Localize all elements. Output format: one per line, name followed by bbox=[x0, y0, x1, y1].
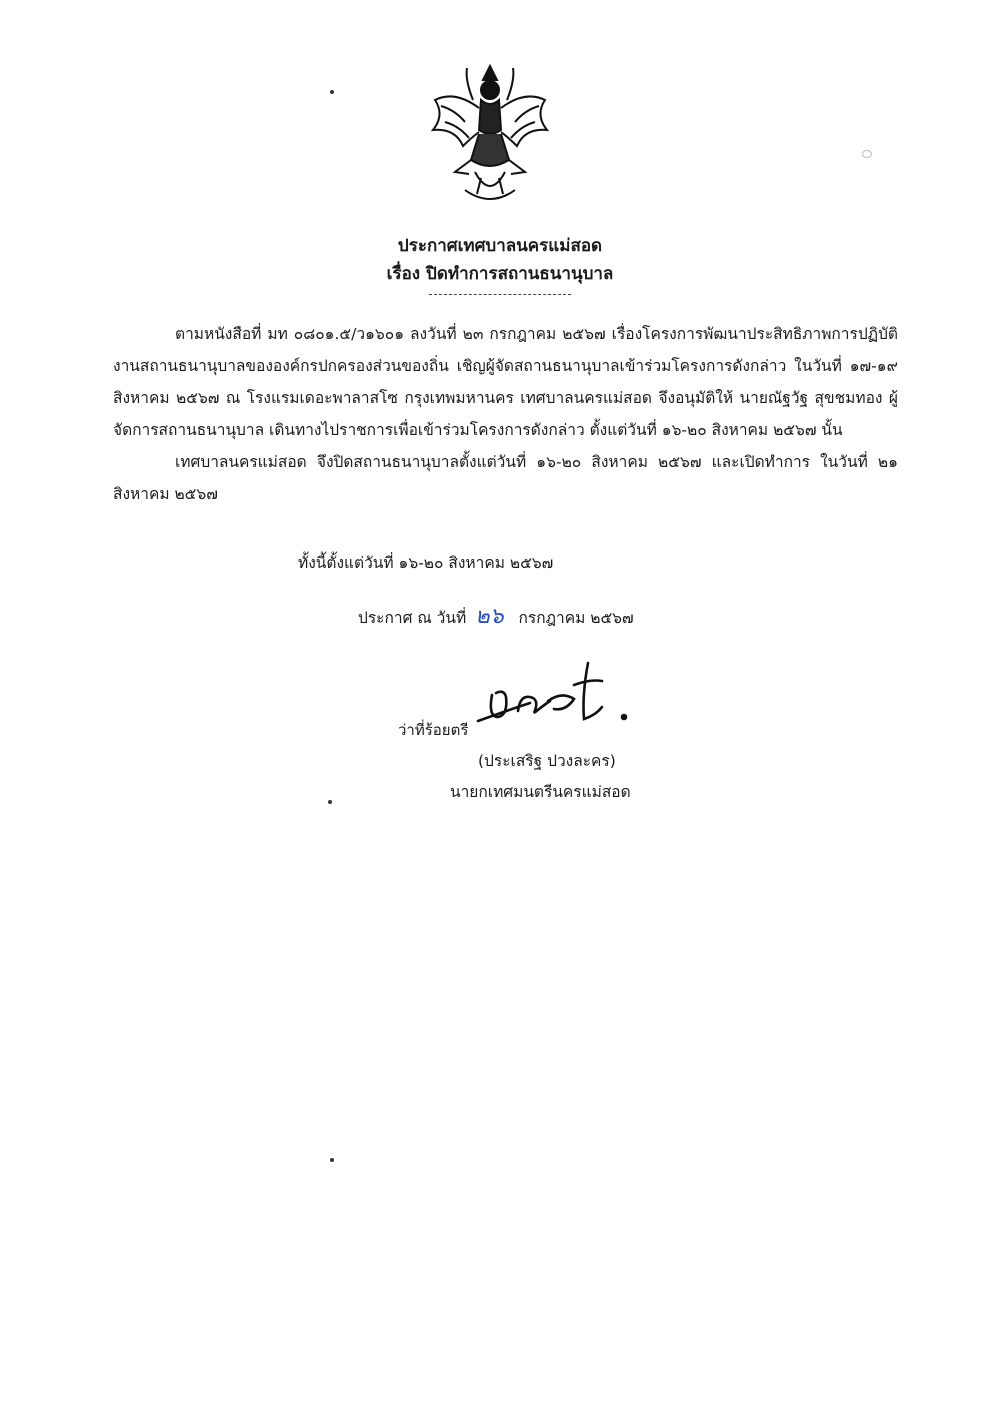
signatory-rank: ว่าที่ร้อยตรี bbox=[398, 721, 469, 739]
signatory-position: นายกเทศมนตรีนครแม่สอด bbox=[450, 783, 631, 801]
scan-speck bbox=[330, 1158, 334, 1162]
scan-speck bbox=[330, 90, 334, 94]
announcement-month-year: กรกฎาคม ๒๕๖๗ bbox=[518, 609, 634, 627]
body-text bbox=[113, 318, 898, 510]
announcement-prefix: ประกาศ ณ วันที่ bbox=[358, 609, 467, 627]
effective-date-line: ทั้งนี้ตั้งแต่วันที่ ๑๖-๒๐ สิงหาคม ๒๕๖๗ bbox=[298, 554, 554, 572]
signatory-name: (ประเสริฐ ปวงละคร) bbox=[478, 752, 616, 770]
scan-speck bbox=[862, 150, 872, 158]
announcement-date-line bbox=[358, 598, 634, 633]
subject-line: เรื่อง ปิดทำการสถานธนานุบาล bbox=[386, 264, 614, 284]
paragraph-2: เทศบาลนครแม่สอด จึงปิดสถานธนานุบาลตั้งแต่วันที่ ๑๖-๒๐ สิงหาคม ๒๕๖๗ และเปิดทำการ ในวันที่ ๒๑ สิงหาคม ๒๕๖๗ bbox=[113, 453, 898, 503]
title-divider bbox=[429, 294, 571, 295]
garuda-emblem-icon bbox=[425, 60, 555, 210]
paragraph-1: ตามหนังสือที่ มท ๐๘๐๑.๕/ว๑๖๐๑ ลงวันที่ ๒๓ กรกฎาคม ๒๕๖๗ เรื่องโครงการพัฒนาประสิทธิภาพการปฏิบัติงานสถานธนานุบาลขององค์กรปกครองส่วนของถิ่น เชิญผู้จัดสถานธนานุบาลเข้าร่วมโครงการดังกล่าว ในวันที่ ๑๗-๑๙ สิงหาคม ๒๕๖๗ ณ โรงแรมเดอะพาลาสโซ กรุงเทพมหานคร เทศบาลนครแม่สอด จึงอนุมัติให้ นายณัฐวัฐ สุขชมทอง ผู้จัดการสถานธนานุบาล เดินทางไปราชการเพื่อเข้าร่วมโครงการดังกล่าว ตั้งแต่วันที่ ๑๖-๒๐ สิงหาคม ๒๕๖๗ นั้น bbox=[113, 325, 898, 439]
title-block bbox=[0, 232, 1000, 295]
scan-speck bbox=[328, 800, 332, 804]
handwritten-day: ๒๖ bbox=[475, 604, 504, 629]
page-title: ประกาศเทศบาลนครแม่สอด bbox=[397, 236, 603, 256]
handwritten-signature bbox=[470, 655, 640, 735]
